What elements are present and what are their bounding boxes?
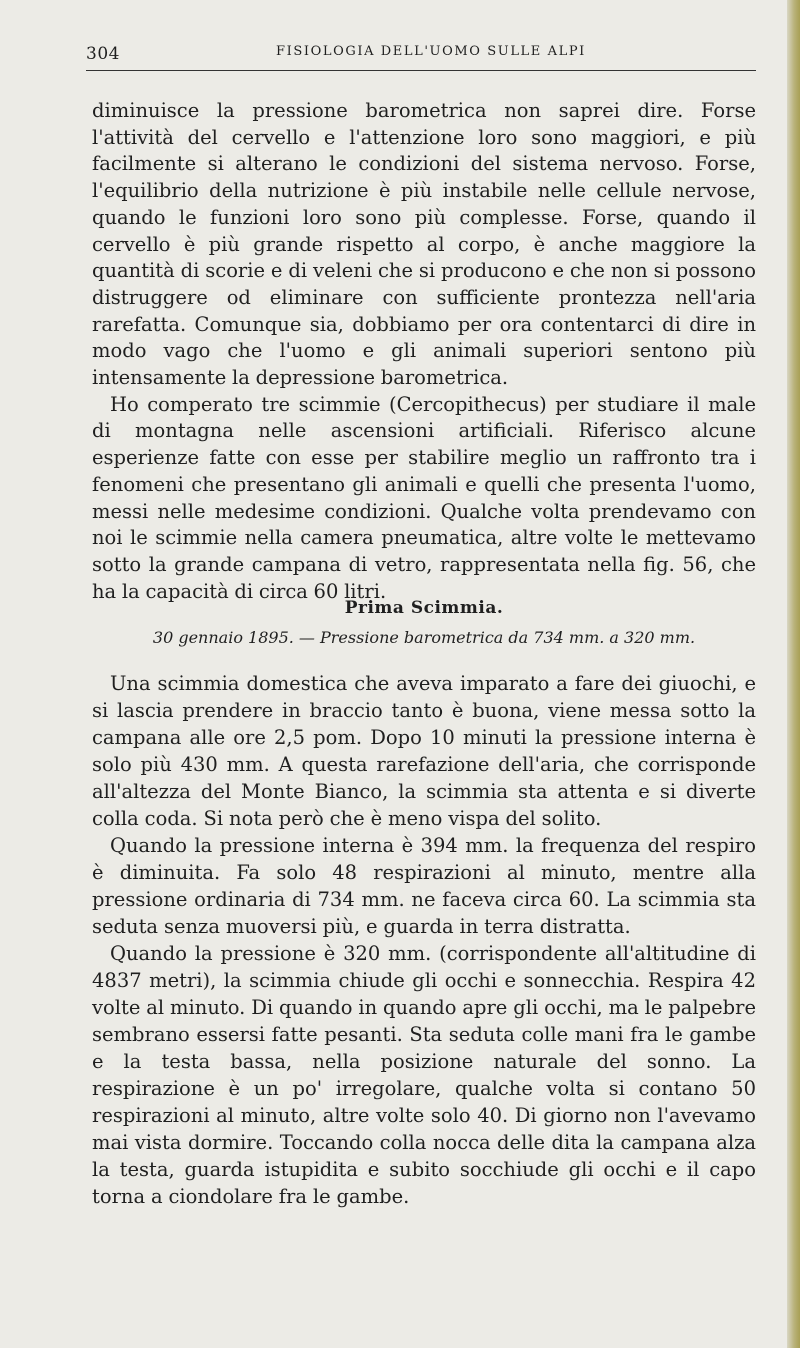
text-block-top [92,98,756,605]
paragraph: Ho comperato tre scimmie (Cercopithecus) per studiare il male di montagna nelle ascensioni artificiali. Riferisco alcune esperienze fatte con esse per stabilire meglio un raffronto tra i fenomeni che presentano gli animali e quelli che presenta l'uomo, messi nelle medesime condizioni. Qualche volta prendevamo con noi le scimmie nella camera pneumatica, altre volte le mettevamo sotto la grande campana di vetro, rappresentata nella fig. 56, che ha la capacità di circa 60 litri. [92,392,756,603]
text-block-bottom [92,670,756,1210]
running-title: FISIOLOGIA DELL'UOMO SULLE ALPI [276,44,586,59]
paragraph: Una scimmia domestica che aveva imparato a fare dei giuochi, e si lascia prendere in braccio tanto è buona, viene messa sotto la campana alle ore 2,5 pom. Dopo 10 minuti la pressione interna è solo più 430 mm. A questa rarefazione dell'aria, che corrisponde all'altezza del Monte Bianco, la scimmia sta attenta e si diverte colla coda. Si nota però che è meno vispa del solito. [92,672,756,830]
page-header [86,36,756,71]
paragraph: Quando la pressione è 320 mm. (corrispondente all'altitudine di 4837 metri), la scimmia chiude gli occhi e sonnecchia. Respira 42 volte al minuto. Di quando in quando apre gli occhi, ma le palpebre sembrano essersi fatte pesanti. Sta seduta colle mani fra le gambe e la testa bassa, nella posizione naturale del sonno. La respirazione è un po' irregolare, qualche volta si contano 50 respirazioni al minuto, altre volte solo 40. Di giorno non l'avevamo mai vista dormire. Toccando colla nocca delle dita la campana alza la testa, guarda istupidita e subito socchiude gli occhi e il capo torna a ciondolare fra le gambe. [92,942,756,1208]
experiment-date-line: 30 gennaio 1895. — Pressione barometrica da 734 mm. a 320 mm. [152,628,696,647]
page-number: 304 [86,44,120,64]
paragraph: diminuisce la pressione barometrica non saprei dire. Forse l'attività del cervello e l'attenzione loro sono maggiori, e più facilmente si alterano le condizioni del sistema nervoso. Forse, l'equilibrio della nutrizione è più instabile nelle cellule nervose, quando le funzioni loro sono più complesse. Forse, quando il cervello è più grande rispetto al corpo, è anche maggiore la quantità di scorie e di veleni che si producono e che non si possono distruggere od eliminare con sufficiente prontezza nell'aria rarefatta. Comunque sia, dobbiamo per ora contentarci di dire in modo vago che l'uomo e gli animali superiori sentono più intensamente la depressione barometrica. [92,99,756,390]
section-title: Prima Scimmia. [344,598,504,618]
page-edge [787,0,800,1348]
paragraph: Quando la pressione interna è 394 mm. la frequenza del respiro è diminuita. Fa solo 48 respirazioni al minuto, mentre alla pressione ordinaria di 734 mm. ne faceva circa 60. La scimmia sta seduta senza muoversi più, e guarda in terra distratta. [92,834,756,938]
